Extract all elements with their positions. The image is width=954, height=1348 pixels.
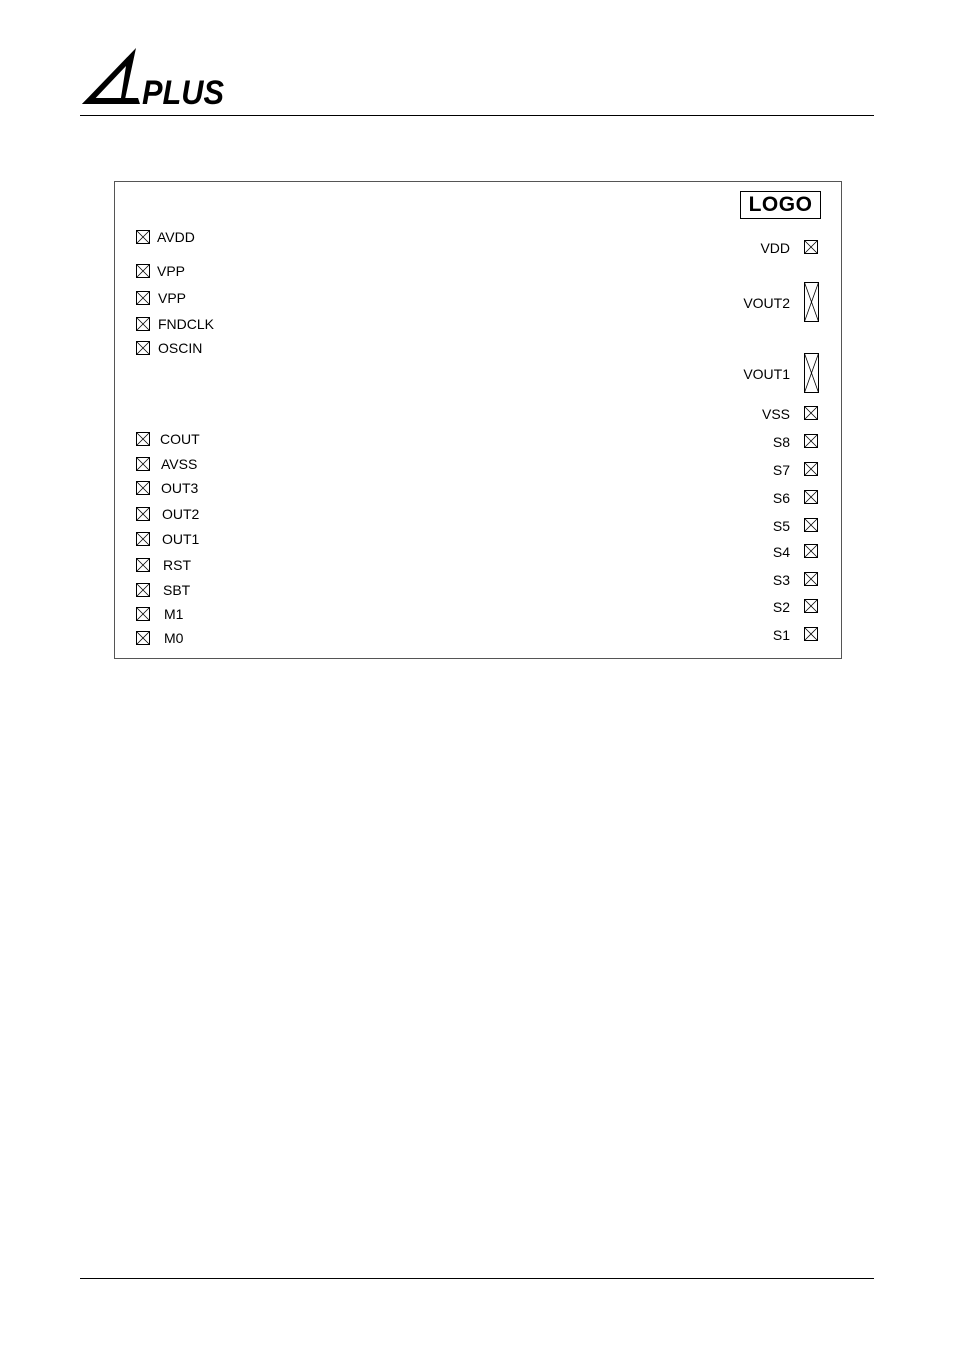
right-bond-pad xyxy=(804,572,818,586)
die-outline xyxy=(114,181,842,659)
left-pad-label: FNDCLK xyxy=(158,316,215,332)
left-bond-pad xyxy=(136,558,150,572)
right-pad-label: S4 xyxy=(772,544,790,560)
die-logo-label: LOGO xyxy=(740,191,821,219)
right-pad-label: S5 xyxy=(772,518,790,534)
right-pad-label: S6 xyxy=(772,490,790,506)
aplus-logo xyxy=(80,46,230,110)
left-bond-pad xyxy=(136,317,150,331)
right-pad-label: S2 xyxy=(772,599,790,615)
right-bond-pad xyxy=(804,544,818,558)
right-pad-label: S8 xyxy=(772,434,790,450)
right-pad-label: VSS xyxy=(761,406,790,422)
right-pad-label: VOUT1 xyxy=(743,366,790,382)
left-bond-pad xyxy=(136,507,150,521)
left-pad-label: RST xyxy=(163,557,191,573)
right-output-pad xyxy=(804,282,819,322)
right-pad-label: VOUT2 xyxy=(743,295,790,311)
left-bond-pad xyxy=(136,432,150,446)
left-bond-pad xyxy=(136,481,150,495)
left-pad-label: AVSS xyxy=(161,456,198,472)
left-pad-label: M1 xyxy=(164,606,184,622)
left-pad-label: VPP xyxy=(157,263,186,279)
left-pad-label: VPP xyxy=(158,290,187,306)
right-bond-pad xyxy=(804,240,818,254)
left-bond-pad xyxy=(136,341,150,355)
left-bond-pad xyxy=(136,607,150,621)
left-bond-pad xyxy=(136,264,150,278)
header-rule xyxy=(80,115,874,116)
left-bond-pad xyxy=(136,583,150,597)
right-bond-pad xyxy=(804,599,818,613)
footer-rule xyxy=(80,1278,874,1279)
left-bond-pad xyxy=(136,457,150,471)
left-pad-label: SBT xyxy=(163,582,191,598)
right-bond-pad xyxy=(804,627,818,641)
left-bond-pad xyxy=(136,631,150,645)
left-pad-label: OUT1 xyxy=(162,531,200,547)
right-pad-label: S7 xyxy=(772,462,790,478)
svg-text:PLUS: PLUS xyxy=(142,74,225,110)
left-bond-pad xyxy=(136,230,150,244)
right-bond-pad xyxy=(804,406,818,420)
left-pad-label: M0 xyxy=(164,630,184,646)
left-pad-label: OSCIN xyxy=(158,340,203,356)
right-output-pad xyxy=(804,353,819,393)
right-pad-label: S3 xyxy=(772,572,790,588)
left-pad-label: COUT xyxy=(160,431,200,447)
right-bond-pad xyxy=(804,490,818,504)
right-bond-pad xyxy=(804,518,818,532)
right-bond-pad xyxy=(804,462,818,476)
left-pad-label: OUT3 xyxy=(161,480,199,496)
left-bond-pad xyxy=(136,291,150,305)
left-bond-pad xyxy=(136,532,150,546)
right-pad-label: S1 xyxy=(772,627,790,643)
left-pad-label: OUT2 xyxy=(162,506,200,522)
right-pad-label: VDD xyxy=(760,240,790,256)
left-pad-label: AVDD xyxy=(157,229,195,245)
right-bond-pad xyxy=(804,434,818,448)
